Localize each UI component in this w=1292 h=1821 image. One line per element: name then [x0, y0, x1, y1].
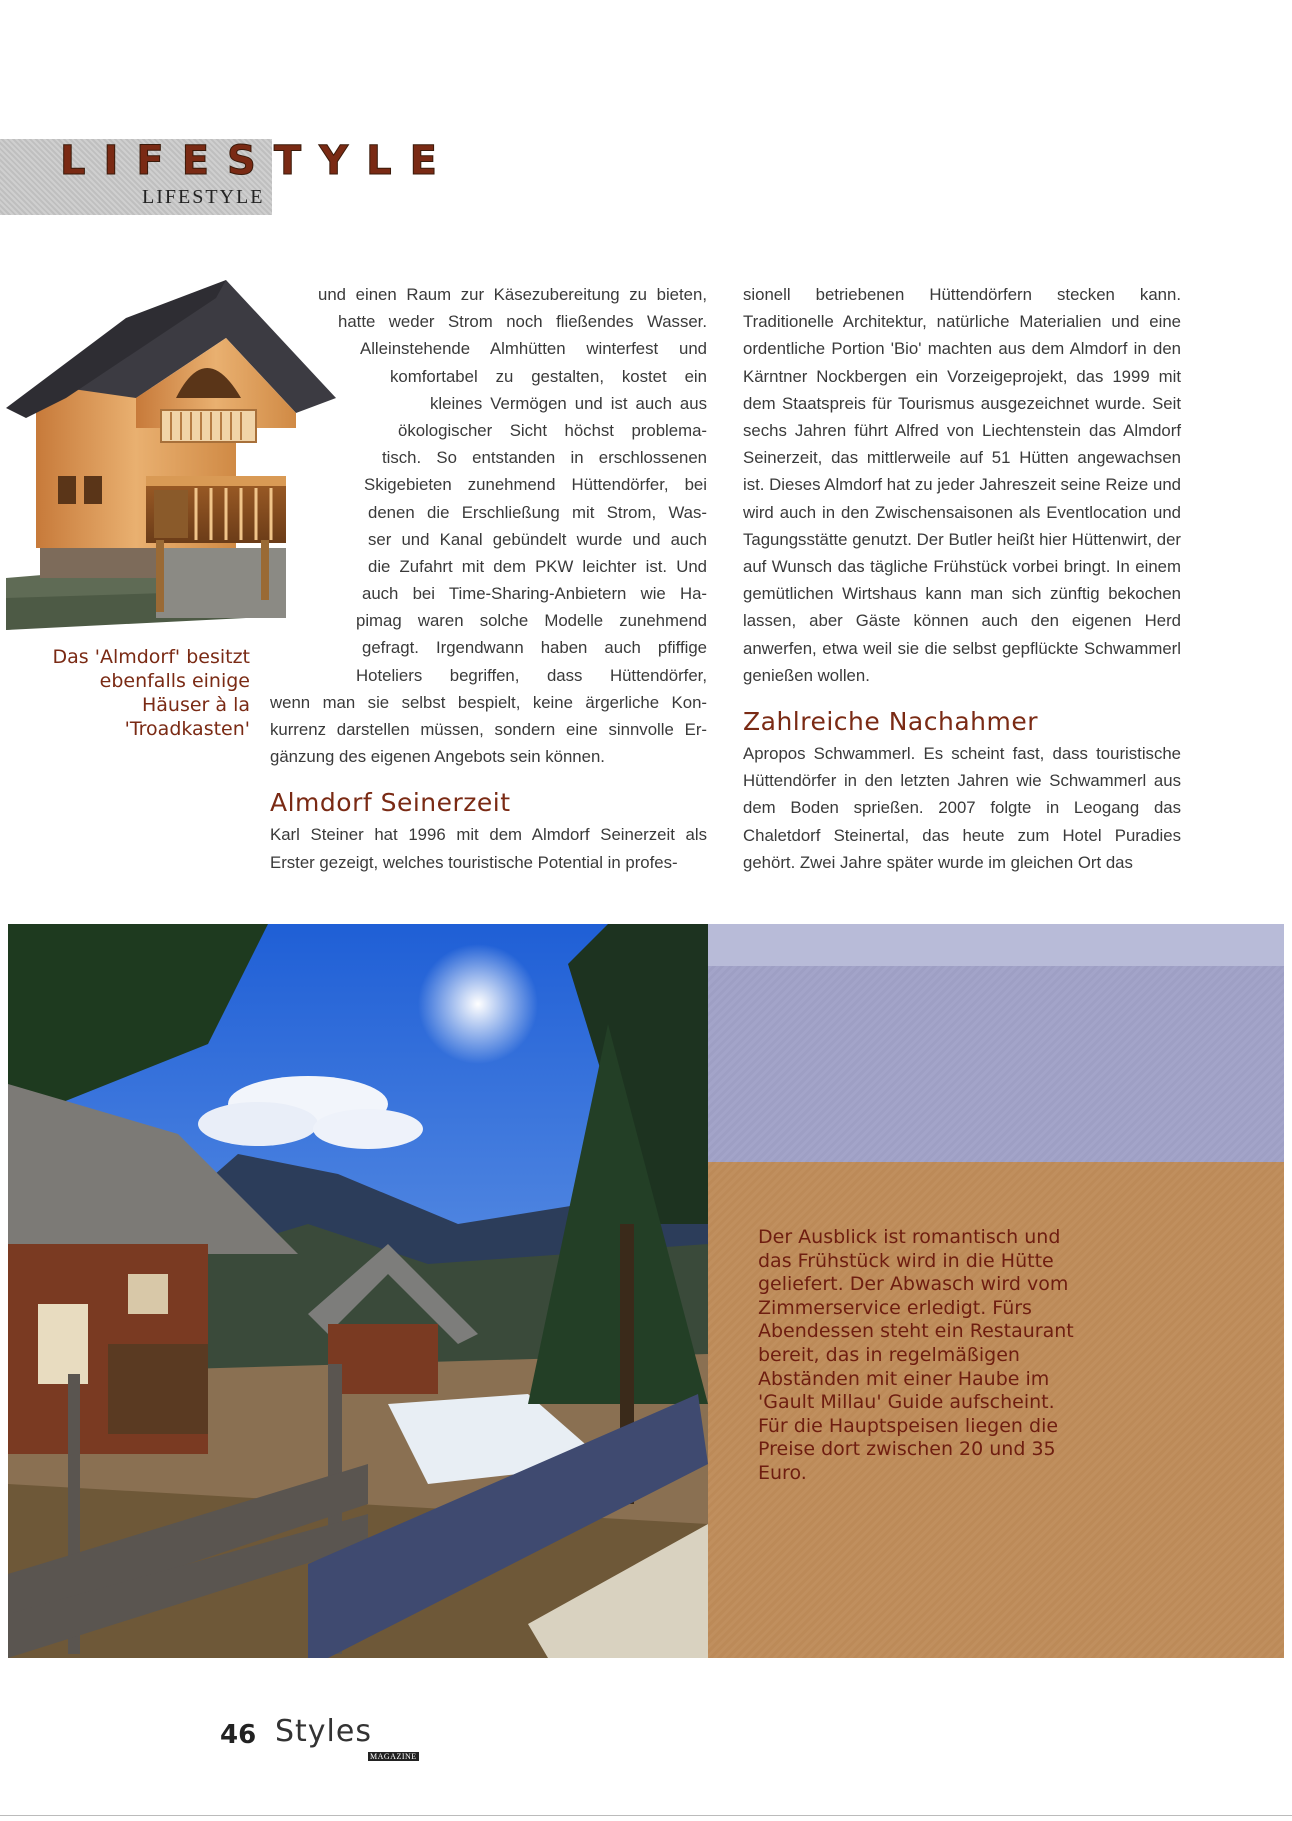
text-line: und einen Raum zur Käsezubereitung zu bieten, [318, 285, 707, 304]
section-title: LIFESTYLE [60, 138, 455, 184]
text-line: wenn man sie selbst bespielt, keine ärgerliche Kon- [270, 692, 707, 712]
paragraph: sionell betriebenen Hüttendörfern stecken kann. Traditionelle Architektur, natürliche Materialien und eine ordentliche Portion 'Bio' machten aus dem Almdorf in den Kärntner Nockbergen ein Vorzeigeprojekt, das 1999 mit dem Staatspreis für Tourismus ausgezeichnet wurde. Seit sechs Jahren führt Alfred von Liechtenstein das Almdorf Seinerzeit, das mittlerweile auf 51 Hütten angewachsen ist. Dieses Almdorf hat zu jeder Jahreszeit seine Reize und wird auch in den Zwischensaisonen als Eventlocation und Tagungsstätte genutzt. Der Butler heißt hier Hüttenwirt, der auf Wunsch das tägliche Frühstück vorbei bringt. In einem gemütlichen Wirtshaus kann man sich zünftig bekochen lassen, aber Gäste können auch den eigenen Herd anwerfen, etwa weil sie die selbst gepflückte Schwammerl genießen wollen. [743, 285, 1181, 685]
text-line: Skigebieten zunehmend Hüttendörfer, bei [364, 475, 707, 495]
text-line: ser und Kanal gebündelt wurde und auch [368, 529, 707, 549]
text-line: die Zufahrt mit dem PKW leichter ist. Und [368, 556, 707, 576]
text-line: komfortabel zu gestalten, kostet ein [390, 366, 707, 386]
footer-rule [0, 1815, 1292, 1816]
text-line: gefragt. Irgendwann haben auch pfiffige [362, 638, 707, 658]
article-column-left [270, 281, 707, 876]
paragraph: Apropos Schwammerl. Es scheint fast, dass touristische Hüttendörfer in den letzten Jahren wie Schwammerl aus dem Boden sprießen. 2007 folgte in Leogang das Chaletdorf Steinertal, das heute zum Hotel Puradies gehört. Zwei Jahre später wurde im gleichen Ort das [743, 744, 1181, 872]
chalet-caption: Das 'Almdorf' besitzt ebenfalls einige Häuser à la 'Troadkasten' [52, 646, 250, 740]
text-line: pimag waren solche Modelle zunehmend [356, 611, 707, 631]
text-line: Hoteliers begriffen, dass Hüttendörfer, [356, 665, 707, 685]
text-line: gänzung des eigenen Angebots sein können. [270, 747, 605, 767]
paragraph-wrap [270, 281, 707, 770]
panel-top [708, 924, 1284, 966]
text-line: tisch. So entstanden in erschlossenen [382, 448, 707, 468]
text-line: Alleinstehende Almhütten winterfest und [360, 339, 707, 359]
article-column-right [743, 281, 1181, 876]
section-heading: Almdorf Seinerzeit [270, 788, 511, 818]
panel-middle [708, 966, 1284, 1162]
page-number: 46 [220, 1720, 257, 1750]
magazine-logo: Styles [275, 1714, 372, 1749]
section-subtitle: LIFESTYLE [142, 186, 265, 208]
text-line: kurrenz darstellen müssen, sondern eine sinnvolle Er- [270, 720, 707, 739]
text-line: kleines Vermögen und ist auch aus [430, 393, 707, 413]
text-line: denen die Erschließung mit Strom, Was- [368, 502, 707, 522]
magazine-logo-sub: MAGAZINE [370, 1752, 417, 1761]
photo-caption: Der Ausblick ist romantisch und das Frühstück wird in die Hütte geliefert. Der Abwasch wird vom Zimmerservice erledigt. Fürs Abendessen steht ein Restaurant bereit, das in regelmäßigen Abständen mit einer Haube im 'Gault Millau' Guide aufscheint. Für die Hauptspeisen liegen die Preise dort zwischen 20 und 35 Euro. [758, 1226, 1074, 1484]
paragraph: Karl Steiner hat 1996 mit dem Almdorf Seinerzeit als Erster gezeigt, welches touristische Potential in profes- [270, 825, 707, 872]
text-line: ökologischer Sicht höchst problema- [398, 420, 707, 440]
section-heading: Zahlreiche Nachahmer [743, 707, 1038, 737]
text-line: hatte weder Strom noch fließendes Wasser. [338, 312, 707, 332]
almdorf-photo [8, 924, 708, 1658]
text-line: auch bei Time-Sharing-Anbietern wie Ha- [362, 584, 707, 604]
